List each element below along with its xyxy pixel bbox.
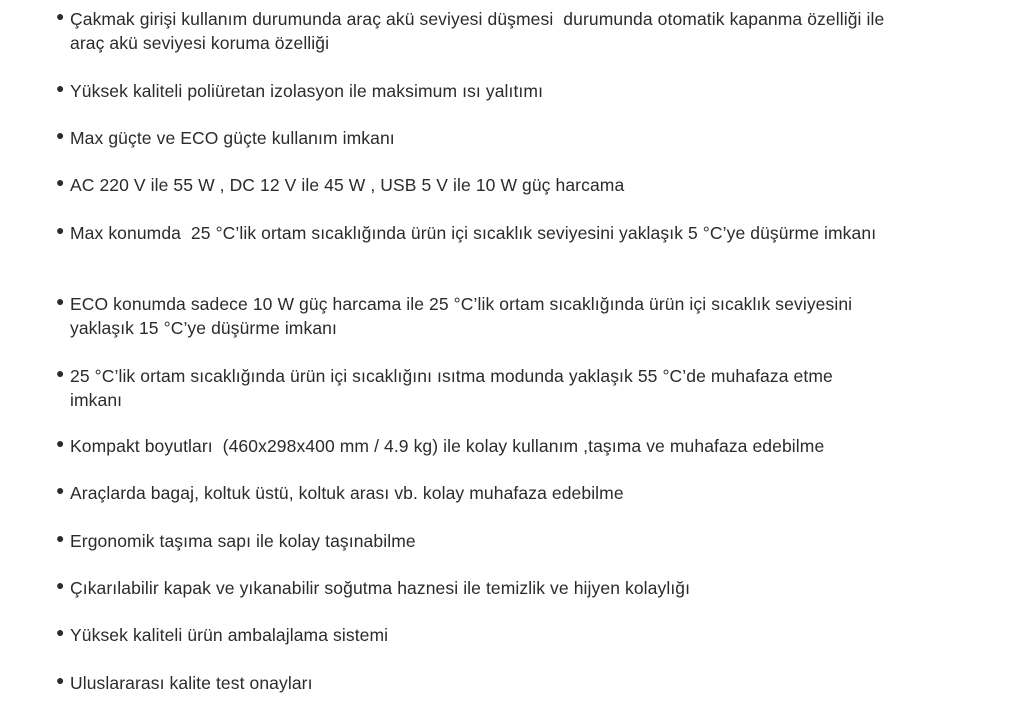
bullet-icon: ●: [56, 577, 65, 593]
bullet-icon: ●: [56, 435, 65, 451]
bullet-icon: ●: [56, 80, 65, 96]
feature-text: Yüksek kaliteli poliüretan izolasyon ile maksimum ısı yalıtımı: [70, 81, 544, 101]
feature-item: [56, 221, 1016, 245]
feature-text: Çıkarılabilir kapak ve yıkanabilir soğutma haznesi ile temizlik ve hijyen kolaylığı: [70, 578, 691, 598]
bullet-icon: ●: [56, 293, 65, 309]
feature-text: Yüksek kaliteli ürün ambalajlama sistemi: [70, 625, 389, 645]
feature-item: [56, 364, 1016, 412]
bullet-icon: ●: [56, 530, 65, 546]
feature-item: [56, 292, 1016, 340]
feature-item: [56, 79, 1016, 103]
bullet-icon: ●: [56, 127, 65, 143]
bullet-icon: ●: [56, 8, 65, 24]
feature-text: Araçlarda bagaj, koltuk üstü, koltuk arası vb. kolay muhafaza edebilme: [70, 483, 624, 503]
feature-item: [56, 7, 1016, 55]
feature-text: 25 °C’lik ortam sıcaklığında ürün içi sıcaklığını ısıtma modunda yaklaşık 55 °C’de muhafaza etme imkanı: [70, 366, 838, 410]
feature-item: [56, 173, 1016, 197]
feature-item: [56, 481, 1016, 505]
bullet-icon: ●: [56, 365, 65, 381]
feature-item: [56, 623, 1016, 647]
feature-item: [56, 671, 1016, 695]
feature-text: AC 220 V ile 55 W , DC 12 V ile 45 W , USB 5 V ile 10 W güç harcama: [70, 175, 625, 195]
feature-text: Uluslararası kalite test onayları: [70, 673, 313, 693]
feature-text: Ergonomik taşıma sapı ile kolay taşınabilme: [70, 531, 416, 551]
feature-text: Çakmak girişi kullanım durumunda araç akü seviyesi düşmesi durumunda otomatik kapanma özelliği ile araç akü seviyesi koruma özelliği: [70, 9, 890, 53]
feature-item: [56, 126, 1016, 150]
feature-item: [56, 529, 1016, 553]
feature-text: ECO konumda sadece 10 W güç harcama ile 25 °C’lik ortam sıcaklığında ürün içi sıcaklık seviyesini yaklaşık 15 °C’ye düşürme imkanı: [70, 294, 858, 338]
feature-item: [56, 434, 1016, 458]
feature-text: Max güçte ve ECO güçte kullanım imkanı: [70, 128, 395, 148]
bullet-icon: ●: [56, 624, 65, 640]
feature-text: Kompakt boyutları (460x298x400 mm / 4.9 kg) ile kolay kullanım ,taşıma ve muhafaza edebilme: [70, 436, 825, 456]
bullet-icon: ●: [56, 174, 65, 190]
bullet-icon: ●: [56, 482, 65, 498]
feature-text: Max konumda 25 °C’lik ortam sıcaklığında ürün içi sıcaklık seviyesini yaklaşık 5 °C’ye düşürme imkanı: [70, 223, 877, 243]
feature-item: [56, 576, 1016, 600]
bullet-icon: ●: [56, 222, 65, 238]
bullet-icon: ●: [56, 672, 65, 688]
